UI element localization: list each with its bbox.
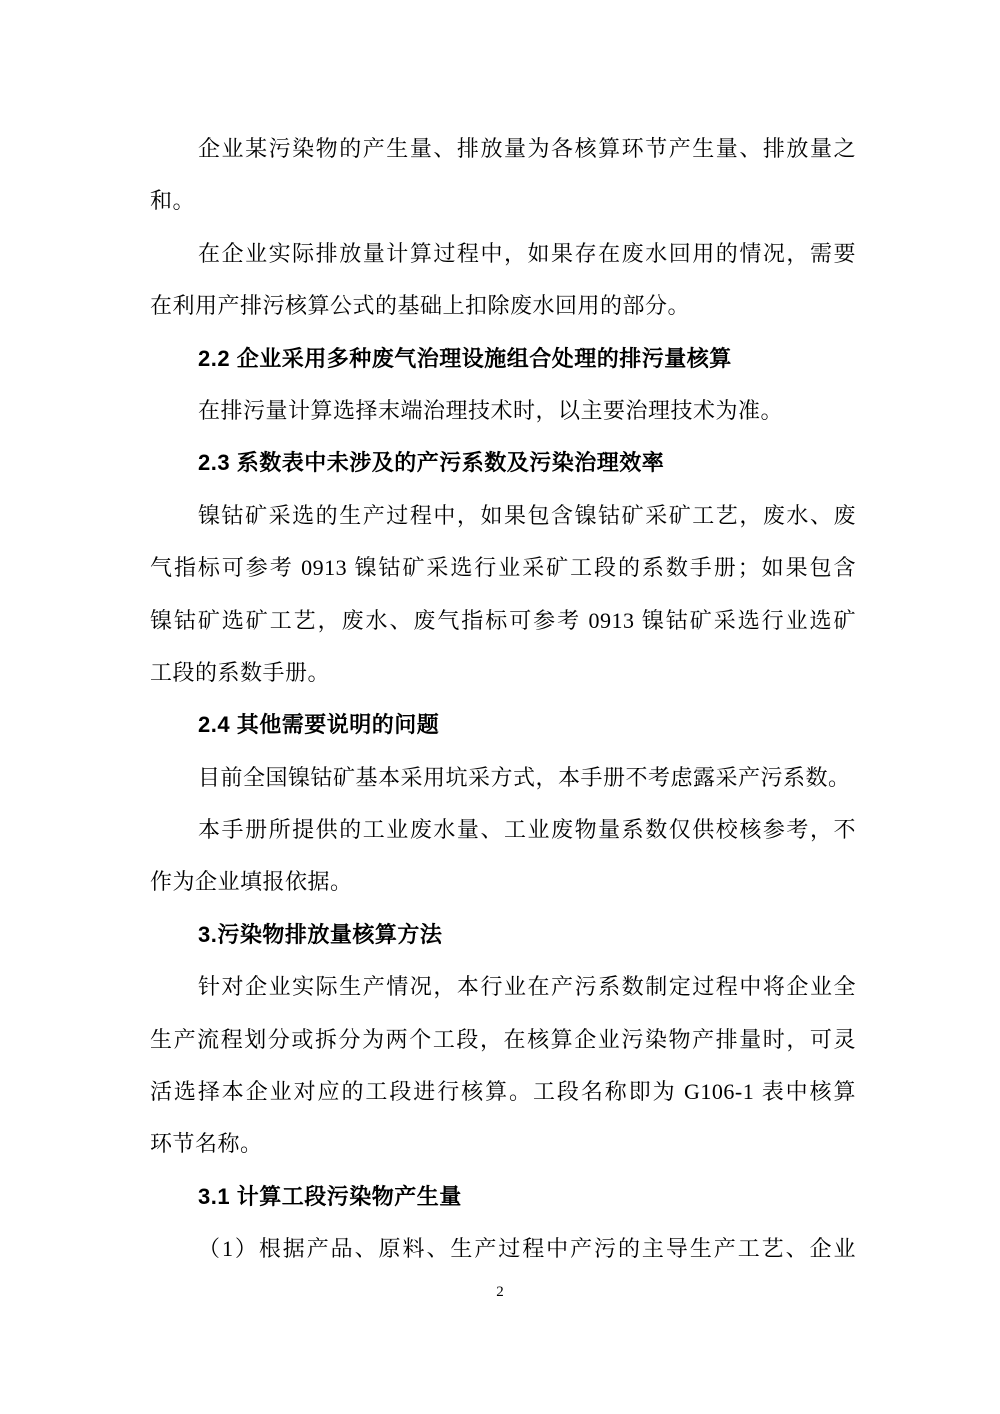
paragraph-line: 在排污量计算选择末端治理技术时，以主要治理技术为准。 — [198, 397, 784, 423]
section-heading: 3.1 计算工段污染物产生量 — [198, 1183, 462, 1209]
paragraph-line: 目前全国镍钴矿基本采用坑采方式，本手册不考虑露采产污系数。 — [198, 764, 851, 790]
section-heading: 3.污染物排放量核算方法 — [198, 921, 443, 947]
paragraph-line: 气指标可参考 0913 镍钴矿采选行业采矿工段的系数手册；如果包含 — [150, 555, 856, 581]
paragraph-line: 作为企业填报依据。 — [150, 869, 353, 895]
paragraph-line: 镍钴矿选矿工艺，废水、废气指标可参考 0913 镍钴矿采选行业选矿 — [150, 607, 856, 633]
paragraph-line: 环节名称。 — [150, 1131, 263, 1157]
paragraph-line: 企业某污染物的产生量、排放量为各核算环节产生量、排放量之 — [198, 136, 856, 161]
paragraph-line: （1）根据产品、原料、生产过程中产污的主导生产工艺、企业 — [198, 1236, 856, 1262]
section-heading: 2.4 其他需要说明的问题 — [198, 712, 440, 738]
paragraph-line: 在企业实际排放量计算过程中，如果存在废水回用的情况，需要 — [198, 240, 856, 266]
section-heading: 2.3 系数表中未涉及的产污系数及污染治理效率 — [198, 450, 665, 476]
paragraph-line: 镍钴矿采选的生产过程中，如果包含镍钴矿采矿工艺，废水、废 — [198, 502, 856, 528]
paragraph-line: 活选择本企业对应的工段进行核算。工段名称即为 G106-1 表中核算 — [150, 1079, 856, 1105]
paragraph-line: 针对企业实际生产情况，本行业在产污系数制定过程中将企业全 — [198, 974, 856, 1000]
paragraph-line: 本手册所提供的工业废水量、工业废物量系数仅供校核参考，不 — [198, 817, 856, 843]
document-body — [150, 123, 856, 1276]
paragraph-line: 在利用产排污核算公式的基础上扣除废水回用的部分。 — [150, 293, 691, 319]
paragraph-line: 生产流程划分或拆分为两个工段，在核算企业污染物产排量时，可灵 — [150, 1026, 856, 1052]
paragraph-line: 工段的系数手册。 — [150, 659, 331, 685]
page-number: 2 — [496, 1284, 504, 1300]
section-heading: 2.2 企业采用多种废气治理设施组合处理的排污量核算 — [198, 345, 732, 371]
paragraph-line: 和。 — [150, 188, 196, 214]
